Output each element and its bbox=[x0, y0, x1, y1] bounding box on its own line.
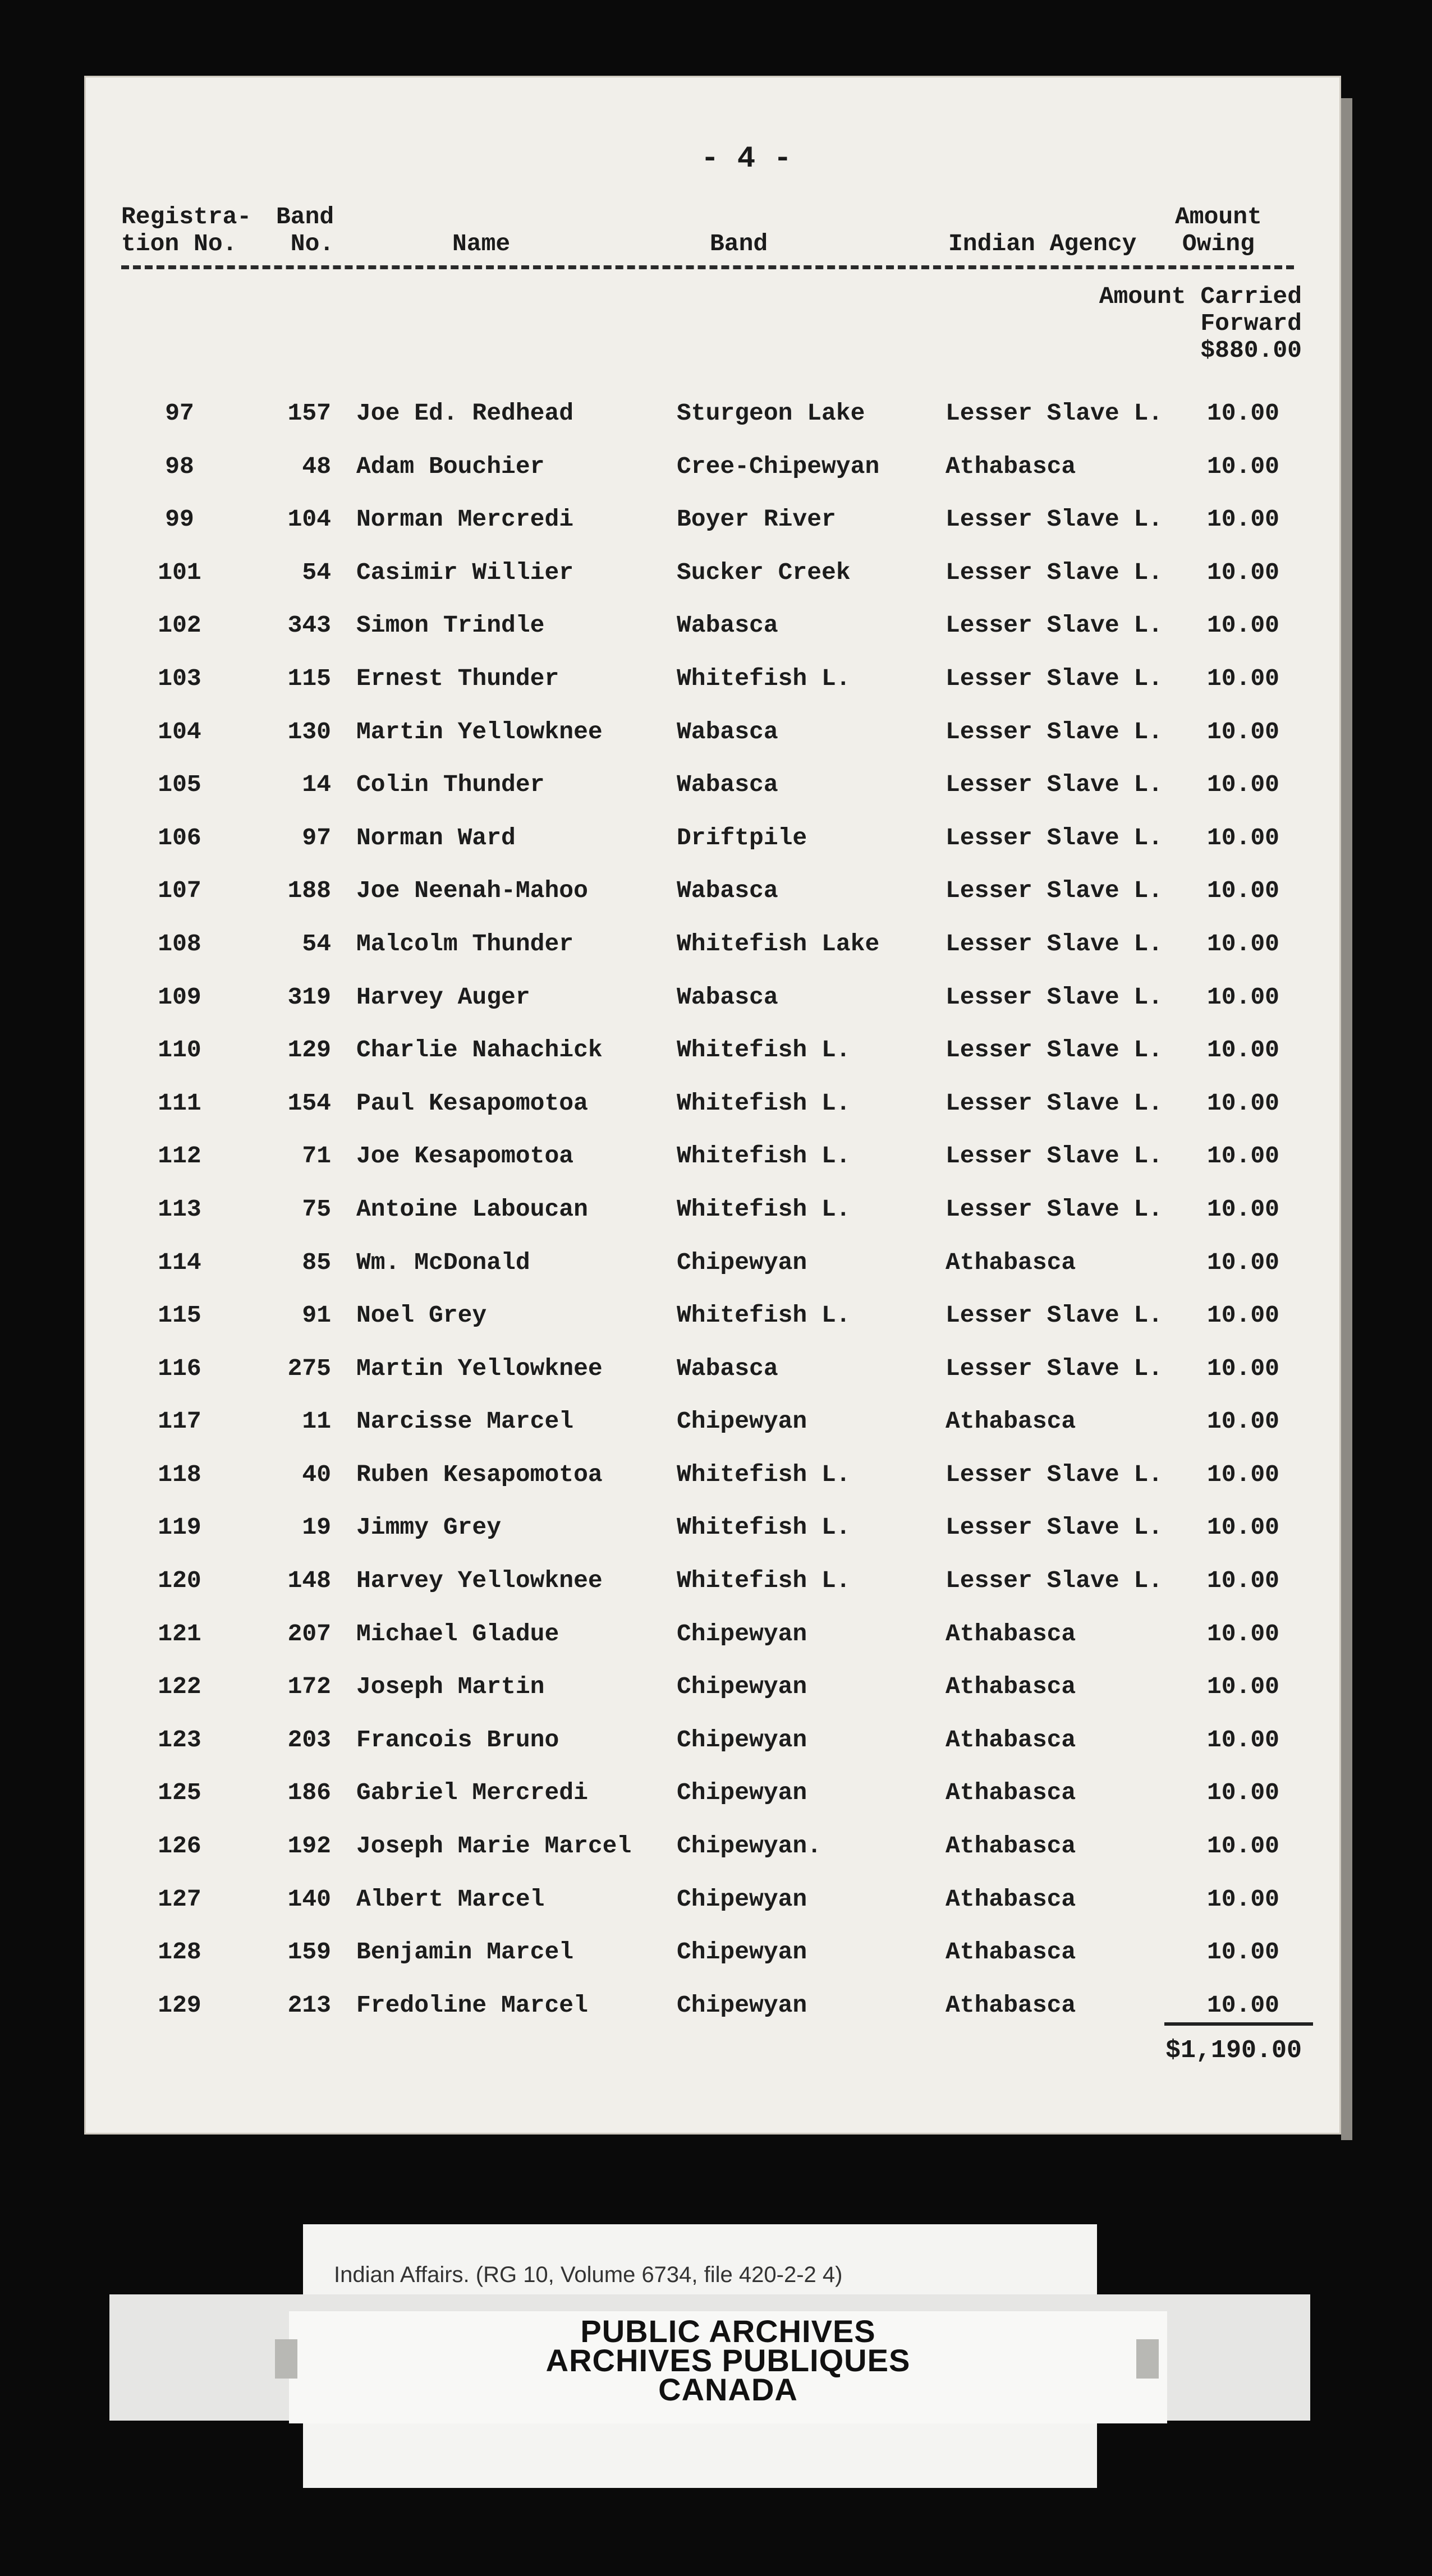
agency-cell: Lesser Slave L. bbox=[946, 1514, 1163, 1542]
agency-cell: Athabasca bbox=[946, 1673, 1076, 1701]
table-row bbox=[84, 1926, 1341, 1979]
carried-forward-value: $880.00 bbox=[1200, 337, 1302, 364]
table-row bbox=[84, 918, 1341, 971]
agency-cell: Athabasca bbox=[946, 1885, 1076, 1913]
registration-no-cell: 97 bbox=[165, 399, 194, 427]
name-cell: Colin Thunder bbox=[356, 771, 545, 799]
stamp-tab-left bbox=[275, 2339, 297, 2379]
table-row bbox=[84, 812, 1341, 865]
registration-no-cell: 119 bbox=[158, 1514, 201, 1542]
table-row bbox=[84, 1767, 1341, 1820]
band-no-cell: 172 bbox=[287, 1673, 331, 1701]
registration-no-cell: 114 bbox=[158, 1248, 201, 1276]
table-row bbox=[84, 1608, 1341, 1661]
amount-cell: 10.00 bbox=[1206, 1673, 1279, 1701]
name-cell: Adam Bouchier bbox=[356, 452, 545, 480]
registration-no-cell: 120 bbox=[158, 1567, 201, 1595]
table-row bbox=[84, 1979, 1341, 2032]
name-cell: Joe Kesapomotoa bbox=[356, 1142, 574, 1170]
name-cell: Jimmy Grey bbox=[356, 1514, 502, 1542]
band-cell: Sucker Creek bbox=[677, 558, 851, 586]
ledger-rows bbox=[84, 387, 1341, 2032]
band-no-cell: 129 bbox=[287, 1036, 331, 1064]
agency-cell: Athabasca bbox=[946, 1991, 1076, 2019]
band-no-cell: 157 bbox=[287, 399, 331, 427]
registration-no-cell: 112 bbox=[158, 1142, 201, 1170]
header-band-no: Band No. bbox=[276, 203, 334, 257]
header-divider bbox=[121, 265, 1294, 269]
carried-forward-label: Amount Carried Forward bbox=[1099, 283, 1302, 337]
registration-no-cell: 126 bbox=[158, 1832, 201, 1860]
table-row bbox=[84, 1554, 1341, 1608]
band-cell: Wabasca bbox=[677, 1354, 778, 1382]
band-no-cell: 54 bbox=[302, 558, 331, 586]
table-row bbox=[84, 864, 1341, 918]
band-cell: Cree-Chipewyan bbox=[677, 452, 880, 480]
amount-cell: 10.00 bbox=[1206, 558, 1279, 586]
agency-cell: Lesser Slave L. bbox=[946, 771, 1163, 799]
table-row bbox=[84, 440, 1341, 494]
amount-cell: 10.00 bbox=[1206, 1195, 1279, 1223]
registration-no-cell: 107 bbox=[158, 877, 201, 905]
name-cell: Casimir Willier bbox=[356, 558, 574, 586]
name-cell: Norman Ward bbox=[356, 824, 516, 852]
registration-no-cell: 127 bbox=[158, 1885, 201, 1913]
agency-cell: Athabasca bbox=[946, 1248, 1076, 1276]
name-cell: Charlie Nahachick bbox=[356, 1036, 603, 1064]
amount-cell: 10.00 bbox=[1206, 611, 1279, 640]
band-cell: Wabasca bbox=[677, 877, 778, 905]
band-no-cell: 14 bbox=[302, 771, 331, 799]
band-cell: Chipewyan bbox=[677, 1779, 807, 1807]
band-cell: Driftpile bbox=[677, 824, 807, 852]
band-no-cell: 148 bbox=[287, 1567, 331, 1595]
table-row bbox=[84, 758, 1341, 812]
band-no-cell: 213 bbox=[287, 1991, 331, 2019]
amount-cell: 10.00 bbox=[1206, 1460, 1279, 1488]
band-no-cell: 188 bbox=[287, 877, 331, 905]
header-name: Name bbox=[452, 230, 511, 257]
sheet-edge bbox=[1341, 98, 1352, 2140]
band-cell: Whitefish L. bbox=[677, 1089, 851, 1117]
band-no-cell: 40 bbox=[302, 1460, 331, 1488]
band-cell: Boyer River bbox=[677, 505, 836, 533]
registration-no-cell: 99 bbox=[165, 505, 194, 533]
agency-cell: Athabasca bbox=[946, 1726, 1076, 1754]
band-cell: Chipewyan bbox=[677, 1407, 807, 1436]
name-cell: Ernest Thunder bbox=[356, 664, 559, 692]
band-no-cell: 343 bbox=[287, 611, 331, 640]
registration-no-cell: 98 bbox=[165, 452, 194, 480]
agency-cell: Lesser Slave L. bbox=[946, 983, 1163, 1011]
band-no-cell: 130 bbox=[287, 717, 331, 746]
amount-cell: 10.00 bbox=[1206, 1991, 1279, 2019]
registration-no-cell: 111 bbox=[158, 1089, 201, 1117]
band-cell: Whitefish L. bbox=[677, 1195, 851, 1223]
table-row bbox=[84, 1714, 1341, 1767]
band-cell: Whitefish L. bbox=[677, 1567, 851, 1595]
band-cell: Wabasca bbox=[677, 771, 778, 799]
name-cell: Ruben Kesapomotoa bbox=[356, 1460, 603, 1488]
band-no-cell: 85 bbox=[302, 1248, 331, 1276]
name-cell: Albert Marcel bbox=[356, 1885, 545, 1913]
amount-cell: 10.00 bbox=[1206, 771, 1279, 799]
name-cell: Antoine Laboucan bbox=[356, 1195, 588, 1223]
band-cell: Chipewyan bbox=[677, 1248, 807, 1276]
amount-cell: 10.00 bbox=[1206, 505, 1279, 533]
amount-cell: 10.00 bbox=[1206, 452, 1279, 480]
band-no-cell: 115 bbox=[287, 664, 331, 692]
name-cell: Harvey Auger bbox=[356, 983, 530, 1011]
registration-no-cell: 109 bbox=[158, 983, 201, 1011]
registration-no-cell: 121 bbox=[158, 1620, 201, 1648]
name-cell: Harvey Yellowknee bbox=[356, 1567, 603, 1595]
agency-cell: Lesser Slave L. bbox=[946, 1142, 1163, 1170]
table-row bbox=[84, 493, 1341, 546]
agency-cell: Athabasca bbox=[946, 452, 1076, 480]
amount-cell: 10.00 bbox=[1206, 1248, 1279, 1276]
name-cell: Joseph Martin bbox=[356, 1673, 545, 1701]
band-no-cell: 75 bbox=[302, 1195, 331, 1223]
name-cell: Wm. McDonald bbox=[356, 1248, 530, 1276]
registration-no-cell: 102 bbox=[158, 611, 201, 640]
table-row bbox=[84, 1183, 1341, 1236]
band-cell: Chipewyan bbox=[677, 1726, 807, 1754]
band-no-cell: 159 bbox=[287, 1938, 331, 1966]
band-no-cell: 19 bbox=[302, 1514, 331, 1542]
name-cell: Simon Trindle bbox=[356, 611, 545, 640]
registration-no-cell: 104 bbox=[158, 717, 201, 746]
amount-cell: 10.00 bbox=[1206, 1620, 1279, 1648]
agency-cell: Lesser Slave L. bbox=[946, 1036, 1163, 1064]
band-no-cell: 140 bbox=[287, 1885, 331, 1913]
amount-cell: 10.00 bbox=[1206, 1407, 1279, 1436]
band-no-cell: 11 bbox=[302, 1407, 331, 1436]
band-cell: Whitefish L. bbox=[677, 1460, 851, 1488]
amount-cell: 10.00 bbox=[1206, 824, 1279, 852]
amount-cell: 10.00 bbox=[1206, 1885, 1279, 1913]
table-row bbox=[84, 652, 1341, 706]
archives-stamp bbox=[303, 2313, 1153, 2407]
band-cell: Wabasca bbox=[677, 611, 778, 640]
registration-no-cell: 125 bbox=[158, 1779, 201, 1807]
band-cell: Chipewyan bbox=[677, 1673, 807, 1701]
agency-cell: Lesser Slave L. bbox=[946, 824, 1163, 852]
table-row bbox=[84, 1501, 1341, 1554]
table-row bbox=[84, 1236, 1341, 1290]
band-no-cell: 186 bbox=[287, 1779, 331, 1807]
name-cell: Paul Kesapomotoa bbox=[356, 1089, 588, 1117]
registration-no-cell: 110 bbox=[158, 1036, 201, 1064]
name-cell: Noel Grey bbox=[356, 1301, 487, 1330]
amount-cell: 10.00 bbox=[1206, 1567, 1279, 1595]
grand-total: $1,190.00 bbox=[1165, 2036, 1302, 2065]
band-no-cell: 97 bbox=[302, 824, 331, 852]
band-cell: Whitefish L. bbox=[677, 1142, 851, 1170]
registration-no-cell: 113 bbox=[158, 1195, 201, 1223]
amount-cell: 10.00 bbox=[1206, 1779, 1279, 1807]
band-cell: Whitefish L. bbox=[677, 1301, 851, 1330]
amount-cell: 10.00 bbox=[1206, 1938, 1279, 1966]
agency-cell: Lesser Slave L. bbox=[946, 1460, 1163, 1488]
agency-cell: Athabasca bbox=[946, 1407, 1076, 1436]
band-cell: Sturgeon Lake bbox=[677, 399, 865, 427]
table-row bbox=[84, 387, 1341, 440]
name-cell: Benjamin Marcel bbox=[356, 1938, 574, 1966]
name-cell: Joseph Marie Marcel bbox=[356, 1832, 632, 1860]
agency-cell: Athabasca bbox=[946, 1620, 1076, 1648]
registration-no-cell: 118 bbox=[158, 1460, 201, 1488]
table-row bbox=[84, 971, 1341, 1024]
agency-cell: Lesser Slave L. bbox=[946, 1089, 1163, 1117]
band-cell: Chipewyan bbox=[677, 1620, 807, 1648]
amount-cell: 10.00 bbox=[1206, 664, 1279, 692]
name-cell: Francois Bruno bbox=[356, 1726, 559, 1754]
table-row bbox=[84, 1289, 1341, 1342]
band-no-cell: 192 bbox=[287, 1832, 331, 1860]
band-no-cell: 54 bbox=[302, 930, 331, 958]
registration-no-cell: 122 bbox=[158, 1673, 201, 1701]
band-no-cell: 207 bbox=[287, 1620, 331, 1648]
header-band: Band bbox=[710, 230, 768, 257]
agency-cell: Athabasca bbox=[946, 1832, 1076, 1860]
agency-cell: Lesser Slave L. bbox=[946, 1301, 1163, 1330]
name-cell: Michael Gladue bbox=[356, 1620, 559, 1648]
band-cell: Wabasca bbox=[677, 717, 778, 746]
amount-cell: 10.00 bbox=[1206, 1142, 1279, 1170]
amount-cell: 10.00 bbox=[1206, 1089, 1279, 1117]
agency-cell: Lesser Slave L. bbox=[946, 1354, 1163, 1382]
band-cell: Whitefish L. bbox=[677, 664, 851, 692]
agency-cell: Lesser Slave L. bbox=[946, 877, 1163, 905]
header-amount-owing: Amount Owing bbox=[1175, 203, 1262, 257]
registration-no-cell: 103 bbox=[158, 664, 201, 692]
amount-cell: 10.00 bbox=[1206, 930, 1279, 958]
registration-no-cell: 117 bbox=[158, 1407, 201, 1436]
band-no-cell: 91 bbox=[302, 1301, 331, 1330]
name-cell: Joe Neenah-Mahoo bbox=[356, 877, 588, 905]
band-no-cell: 203 bbox=[287, 1726, 331, 1754]
table-row bbox=[84, 546, 1341, 600]
amount-cell: 10.00 bbox=[1206, 983, 1279, 1011]
band-no-cell: 48 bbox=[302, 452, 331, 480]
agency-cell: Athabasca bbox=[946, 1938, 1076, 1966]
registration-no-cell: 105 bbox=[158, 771, 201, 799]
agency-cell: Lesser Slave L. bbox=[946, 505, 1163, 533]
table-row bbox=[84, 1077, 1341, 1130]
table-row bbox=[84, 1024, 1341, 1077]
agency-cell: Lesser Slave L. bbox=[946, 930, 1163, 958]
stamp-line-1: PUBLIC ARCHIVES bbox=[580, 2313, 876, 2349]
registration-no-cell: 128 bbox=[158, 1938, 201, 1966]
agency-cell: Lesser Slave L. bbox=[946, 399, 1163, 427]
table-row bbox=[84, 599, 1341, 652]
table-row bbox=[84, 1873, 1341, 1926]
amount-carried-forward bbox=[1099, 283, 1302, 364]
band-cell: Whitefish L. bbox=[677, 1514, 851, 1542]
header-indian-agency: Indian Agency bbox=[948, 230, 1137, 257]
band-cell: Whitefish L. bbox=[677, 1036, 851, 1064]
agency-cell: Lesser Slave L. bbox=[946, 664, 1163, 692]
band-no-cell: 104 bbox=[287, 505, 331, 533]
amount-cell: 10.00 bbox=[1206, 1832, 1279, 1860]
table-row bbox=[84, 706, 1341, 759]
amount-cell: 10.00 bbox=[1206, 1726, 1279, 1754]
table-row bbox=[84, 1448, 1341, 1502]
registration-no-cell: 115 bbox=[158, 1301, 201, 1330]
document-page bbox=[84, 76, 1341, 2135]
registration-no-cell: 106 bbox=[158, 824, 201, 852]
name-cell: Gabriel Mercredi bbox=[356, 1779, 588, 1807]
stamp-line-2: ARCHIVES PUBLIQUES bbox=[545, 2343, 911, 2378]
registration-no-cell: 123 bbox=[158, 1726, 201, 1754]
band-no-cell: 154 bbox=[287, 1089, 331, 1117]
amount-cell: 10.00 bbox=[1206, 877, 1279, 905]
name-cell: Joe Ed. Redhead bbox=[356, 399, 574, 427]
band-no-cell: 275 bbox=[287, 1354, 331, 1382]
agency-cell: Lesser Slave L. bbox=[946, 1567, 1163, 1595]
band-cell: Chipewyan bbox=[677, 1885, 807, 1913]
name-cell: Narcisse Marcel bbox=[356, 1407, 574, 1436]
agency-cell: Lesser Slave L. bbox=[946, 611, 1163, 640]
agency-cell: Lesser Slave L. bbox=[946, 558, 1163, 586]
amount-cell: 10.00 bbox=[1206, 399, 1279, 427]
band-cell: Chipewyan bbox=[677, 1991, 807, 2019]
name-cell: Martin Yellowknee bbox=[356, 1354, 603, 1382]
band-no-cell: 71 bbox=[302, 1142, 331, 1170]
band-cell: Chipewyan. bbox=[677, 1832, 822, 1860]
amount-cell: 10.00 bbox=[1206, 1354, 1279, 1382]
registration-no-cell: 101 bbox=[158, 558, 201, 586]
registration-no-cell: 129 bbox=[158, 1991, 201, 2019]
band-no-cell: 319 bbox=[287, 983, 331, 1011]
amount-cell: 10.00 bbox=[1206, 1514, 1279, 1542]
agency-cell: Lesser Slave L. bbox=[946, 717, 1163, 746]
name-cell: Norman Mercredi bbox=[356, 505, 574, 533]
band-cell: Chipewyan bbox=[677, 1938, 807, 1966]
amount-cell: 10.00 bbox=[1206, 1301, 1279, 1330]
registration-no-cell: 116 bbox=[158, 1354, 201, 1382]
header-registration-no: Registra- tion No. bbox=[121, 203, 252, 257]
table-row bbox=[84, 1395, 1341, 1448]
registration-no-cell: 108 bbox=[158, 930, 201, 958]
archive-reference: Indian Affairs. (RG 10, Volume 6734, file 420-2-2 4) bbox=[334, 2262, 843, 2287]
amount-cell: 10.00 bbox=[1206, 1036, 1279, 1064]
agency-cell: Athabasca bbox=[946, 1779, 1076, 1807]
name-cell: Malcolm Thunder bbox=[356, 930, 574, 958]
band-cell: Wabasca bbox=[677, 983, 778, 1011]
name-cell: Fredoline Marcel bbox=[356, 1991, 588, 2019]
page-number: - 4 - bbox=[700, 142, 792, 176]
table-row bbox=[84, 1130, 1341, 1183]
table-row bbox=[84, 1660, 1341, 1714]
stamp-line-3: CANADA bbox=[658, 2372, 798, 2407]
agency-cell: Lesser Slave L. bbox=[946, 1195, 1163, 1223]
amount-cell: 10.00 bbox=[1206, 717, 1279, 746]
name-cell: Martin Yellowknee bbox=[356, 717, 603, 746]
total-rule bbox=[1164, 2022, 1313, 2026]
table-row bbox=[84, 1820, 1341, 1873]
table-row bbox=[84, 1342, 1341, 1396]
band-cell: Whitefish Lake bbox=[677, 930, 880, 958]
